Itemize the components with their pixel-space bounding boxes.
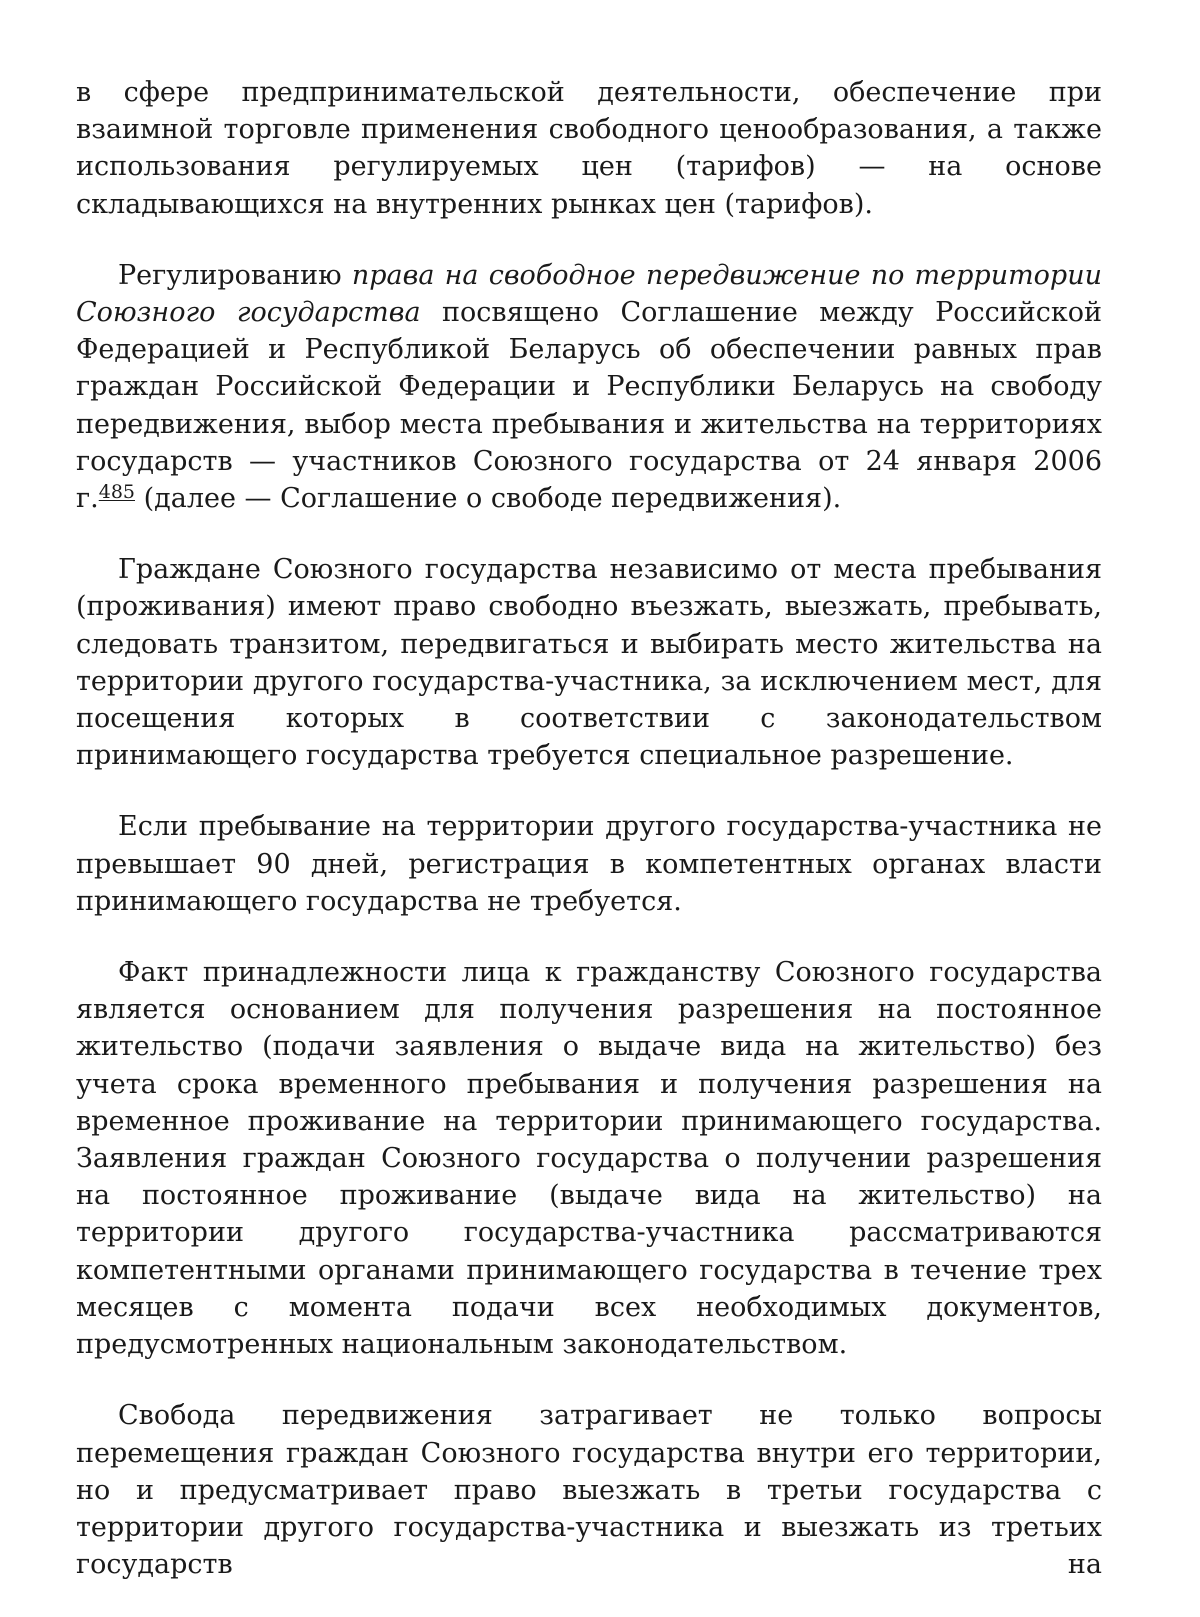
emphasized-phrase: права на свободное передвижение по территории Союзного государства <box>76 259 1102 329</box>
paragraph-registration: Если пребывание на территории другого государства-участника не превышает 90 дней, регистрация в компетентных органах власти принимающего государства не требуется. <box>76 811 1102 917</box>
paragraph-lead-text: Регулированию <box>118 259 352 291</box>
paragraph-middle-text: посвящено Соглашение между Российской Федерацией и Республикой Беларусь об обеспечении равных прав граждан Российской Федерации и Республики Беларусь на свободу передвижения, выбор места пребывания и жительства на территориях государств — участников Союзного государства от 24 января 2006 г. <box>76 297 1102 515</box>
paragraph-tail-text: (далее — Соглашение о свободе передвижения). <box>135 483 842 515</box>
document-page <box>76 74 1102 1617</box>
footnote-link-485[interactable]: 485 <box>98 481 135 504</box>
paragraph-free-movement-agreement <box>76 257 1102 517</box>
paragraph-freedom-of-movement: Свобода передвижения затрагивает не только вопросы перемещения граждан Союзного государства внутри его территории, но и предусматривает право выезжать в третьи государства с территории другого государства-участника и выезжать из третьих государств на <box>76 1400 1102 1581</box>
paragraph-citizens-rights: Граждане Союзного государства независимо от места пребывания (проживания) имеют право свободно въезжать, выезжать, пребывать, следовать транзитом, передвигаться и выбирать место жительства на территории другого государства-участника, за исключением мест, для посещения которых в соответствии с законодательством принимающего государства требуется специальное разрешение. <box>76 554 1102 772</box>
paragraph-residence-permit: Факт принадлежности лица к гражданству Союзного государства является основанием для получения разрешения на постоянное жительство (подачи заявления о выдаче вида на жительство) без учета срока временного пребывания и получения разрешения на временное проживание на территории принимающего государства. Заявления граждан Союзного государства о получении разрешения на постоянное проживание (выдаче вида на жительство) на территории другого государства-участника рассматриваются компетентными органами принимающего государства в течение трех месяцев с момента подачи всех необходимых документов, предусмотренных национальным законодательством. <box>76 957 1102 1361</box>
paragraph-continuation: в сфере предпринимательской деятельности, обеспечение при взаимной торговле применения свободного ценообразования, а также использования регулируемых цен (тарифов) — на основе складывающихся на внутренних рынках цен (тарифов). <box>76 77 1102 220</box>
